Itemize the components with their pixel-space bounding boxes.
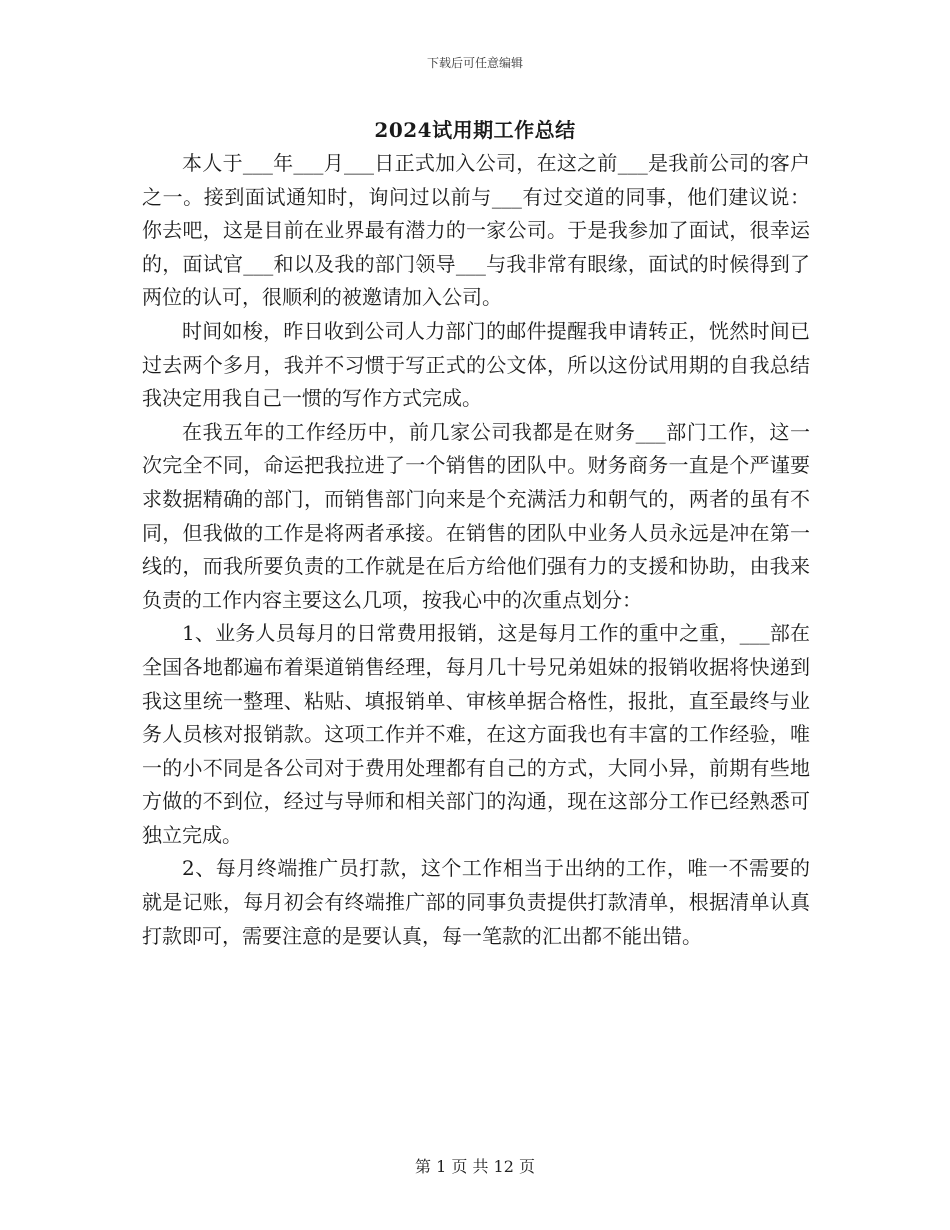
paragraph: 时间如梭，昨日收到公司人力部门的邮件提醒我申请转正，恍然时间已过去两个多月，我并不习惯于写正式的公文体，所以这份试用期的自我总结我决定用我自己一惯的写作方式完成。 bbox=[142, 318, 810, 411]
page-number: 第 1 页 共 12 页 bbox=[415, 1157, 535, 1176]
document-title: 2024试用期工作总结 bbox=[374, 118, 576, 142]
paragraph: 1、业务人员每月的日常费用报销，这是每月工作的重中之重，___部在全国各地都遍布着渠道销售经理，每月几十号兄弟姐妹的报销收据将快递到我这里统一整理、粘贴、填报销单、审核单据合格性，报批，直至最终与业务人员核对报销款。这项工作并不难，在这方面我也有丰富的工作经验，唯一的小不同是各公司对于费用处理都有自己的方式，大同小异，前期有些地方做的不到位，经过与导师和相关部门的沟通，现在这部分工作已经熟悉可独立完成。 bbox=[142, 621, 810, 847]
paragraph: 在我五年的工作经历中，前几家公司我都是在财务___部门工作，这一次完全不同，命运把我拉进了一个销售的团队中。财务商务一直是个严谨要求数据精确的部门，而销售部门向来是个充满活力和朝气的，两者的虽有不同，但我做的工作是将两者承接。在销售的团队中业务人员永远是冲在第一线的，而我所要负责的工作就是在后方给他们强有力的支援和协助，由我来负责的工作内容主要这么几项，按我心中的次重点划分： bbox=[142, 419, 810, 612]
document-body bbox=[142, 147, 810, 953]
header-note: 下载后可任意编辑 bbox=[426, 56, 523, 70]
paragraph: 2、每月终端推广员打款，这个工作相当于出纳的工作，唯一不需要的就是记账，每月初会有终端推广部的同事负责提供打款清单，根据清单认真打款即可，需要注意的是要认真，每一笔款的汇出都不能出错。 bbox=[142, 856, 810, 948]
paragraph: 本人于___年___月___日正式加入公司，在这之前___是我前公司的客户之一。接到面试通知时，询问过以前与___有过交道的同事，他们建议说：你去吧，这是目前在业界最有潜力的一家公司。于是我参加了面试，很幸运的，面试官___和以及我的部门领导___与我非常有眼缘，面试的时候得到了两位的认可，很顺利的被邀请加入公司。 bbox=[142, 151, 810, 310]
